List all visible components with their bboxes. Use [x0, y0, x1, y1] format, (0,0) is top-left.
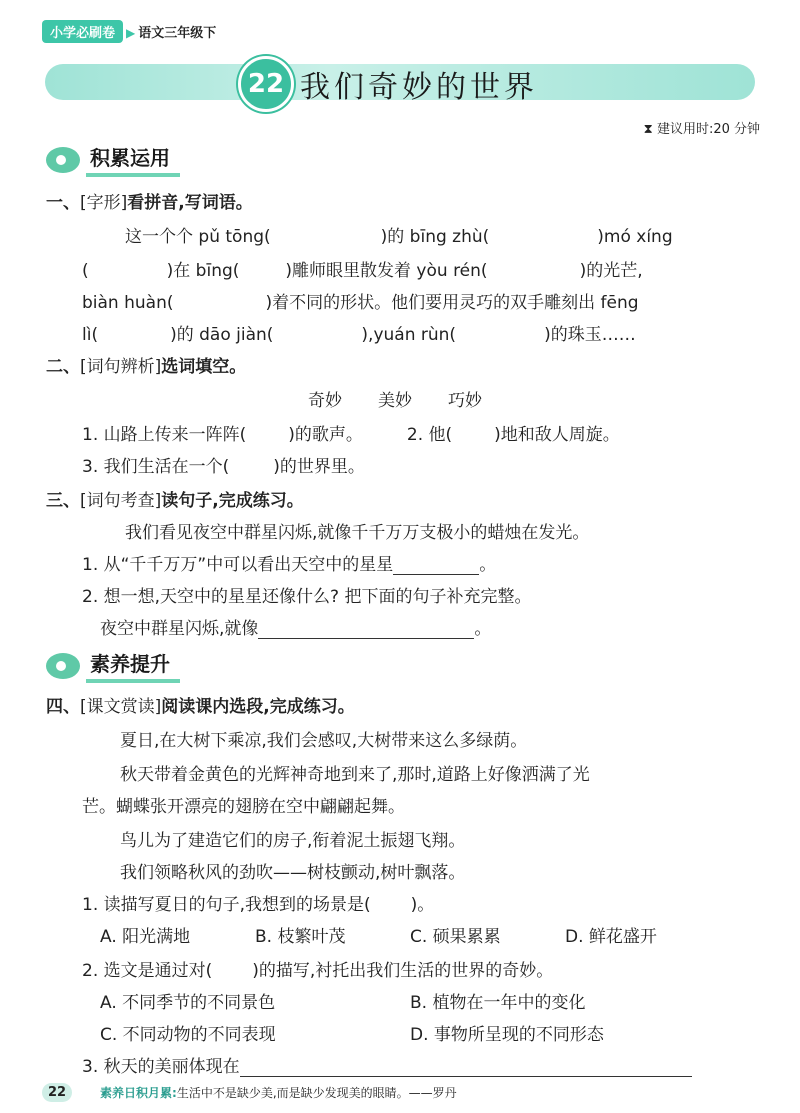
answer-blank[interactable] [258, 620, 474, 639]
q1-line-2 [82, 256, 643, 281]
series-header [42, 20, 216, 42]
q3-item-1 [82, 550, 496, 575]
footer-label: 素养日积月累: [100, 1086, 177, 1100]
text: 2. 他( [406, 425, 453, 445]
answer-blank[interactable] [393, 556, 479, 575]
page-number: 22 [42, 1083, 72, 1102]
word-option: 奇妙 [308, 391, 342, 411]
q-label: 三、 [46, 491, 80, 511]
passage-p1: 夏日,在大树下乘凉,我们会感叹,大树带来这么多绿荫。 [120, 731, 528, 751]
q-tag: [字形] [80, 193, 128, 213]
section-icon [46, 147, 80, 173]
text: )的描写,衬托出我们生活的世界的奇妙。 [252, 961, 554, 981]
text: 1. 山路上传来一阵阵( [82, 425, 247, 445]
question-3-heading [46, 486, 304, 511]
text: 1. 读描写夏日的句子,我想到的场景是( [82, 895, 371, 915]
text: )的 dāo jiàn( [170, 325, 274, 345]
passage-p3: 鸟儿为了建造它们的房子,衔着泥土振翅飞翔。 [120, 831, 466, 851]
word-bank [308, 386, 482, 411]
passage-p2b: 芒。蝴蝶张开漂亮的翅膀在空中翩翩起舞。 [82, 797, 405, 817]
q-tag: [词句辨析] [80, 357, 162, 377]
section-title: 积累运用 [86, 142, 180, 177]
suggested-time [644, 118, 760, 137]
text: 这一个个 pǔ tōng( [125, 227, 271, 247]
word-option: 巧妙 [448, 391, 482, 411]
q-title: 读句子,完成练习。 [161, 491, 304, 511]
question-1-heading [46, 188, 253, 213]
hourglass-icon: ⧗ [643, 122, 653, 137]
q1-line-1 [125, 222, 673, 247]
text: )。 [410, 895, 435, 915]
option-d: D. 事物所呈现的不同形态 [410, 1025, 604, 1045]
text: )的歌声。 [288, 425, 363, 445]
q2-item-3 [82, 452, 365, 477]
lesson-title: 我们奇妙的世界 [300, 70, 538, 105]
q-title: 看拼音,写词语。 [127, 193, 253, 213]
text: )雕师眼里散发着 yòu rén( [285, 261, 488, 281]
text: )的光芒, [579, 261, 643, 281]
grade-label: 语文三年级下 [138, 26, 217, 41]
q4-item-1 [82, 890, 434, 915]
q3-sentence: 我们看见夜空中群星闪烁,就像千千万万支极小的蜡烛在发光。 [125, 523, 590, 543]
text: 2. 选文是通过对( [82, 961, 213, 981]
text: 3. 秋天的美丽体现在 [82, 1057, 240, 1077]
arrow-icon: ▶ [126, 26, 136, 40]
series-badge: 小学必刷卷 [42, 20, 123, 43]
answer-blank[interactable] [240, 1056, 692, 1077]
lesson-number: 22 [238, 56, 294, 112]
option-c: C. 硕果累累 [410, 927, 501, 947]
text: )mó xíng [597, 227, 673, 247]
section-icon [46, 653, 80, 679]
q-tag: [词句考查] [80, 491, 162, 511]
option-a: A. 不同季节的不同景色 [100, 993, 276, 1013]
q1-line-3 [82, 288, 639, 313]
text: 。 [479, 555, 497, 575]
word-option: 美妙 [378, 391, 412, 411]
text: biàn huàn( [82, 293, 174, 313]
q-label: 一、 [46, 193, 80, 213]
footer-quote-text: 生活中不是缺少美,而是缺少发现美的眼睛。——罗丹 [176, 1086, 457, 1100]
option-b: B. 枝繁叶茂 [255, 927, 346, 947]
text: 夜空中群星闪烁,就像 [100, 619, 259, 639]
passage-p2a: 秋天带着金黄色的光辉神奇地到来了,那时,道路上好像洒满了光 [120, 765, 590, 785]
text: ( [82, 261, 89, 281]
text: )着不同的形状。他们要用灵巧的双手雕刻出 fēng [265, 293, 639, 313]
q-label: 四、 [46, 697, 80, 717]
text: )的珠玉…… [544, 325, 636, 345]
q4-item-2 [82, 956, 553, 981]
q2-item-1 [82, 420, 620, 445]
option-a: A. 阳光满地 [100, 927, 191, 947]
q1-line-4 [82, 320, 636, 345]
footer-quote [100, 1084, 457, 1101]
text: 1. 从“千千万万”中可以看出天空中的星星 [82, 555, 394, 575]
section-title: 素养提升 [86, 648, 180, 683]
text: )地和敌人周旋。 [494, 425, 620, 445]
q4-item-1-options [100, 922, 657, 947]
section-heading-1 [46, 142, 180, 170]
q-title: 选词填空。 [161, 357, 247, 377]
timer-label: 建议用时:20 分钟 [656, 122, 760, 137]
q4-item-2-options-cd [100, 1020, 604, 1045]
option-d: D. 鲜花盛开 [565, 927, 657, 947]
q-tag: [课文赏读] [80, 697, 162, 717]
question-4-heading [46, 692, 355, 717]
text: 。 [474, 619, 492, 639]
passage-p4: 我们领略秋风的劲吹——树枝颤动,树叶飘落。 [120, 863, 466, 883]
text: lì( [82, 325, 99, 345]
section-heading-2 [46, 648, 180, 676]
text: )的 bīng zhù( [380, 227, 490, 247]
q-label: 二、 [46, 357, 80, 377]
q3-item-2-line [100, 614, 491, 639]
q4-item-2-options-ab [100, 988, 585, 1013]
question-2-heading [46, 352, 246, 377]
text: ),yuán rùn( [361, 325, 457, 345]
q3-item-2: 2. 想一想,天空中的星星还像什么? 把下面的句子补充完整。 [82, 587, 532, 607]
text: )在 bīng( [166, 261, 240, 281]
option-b: B. 植物在一年中的变化 [410, 993, 586, 1013]
q4-item-3 [82, 1052, 692, 1077]
text: 3. 我们生活在一个( [82, 457, 230, 477]
text: )的世界里。 [273, 457, 365, 477]
option-c: C. 不同动物的不同表现 [100, 1025, 276, 1045]
q-title: 阅读课内选段,完成练习。 [161, 697, 355, 717]
